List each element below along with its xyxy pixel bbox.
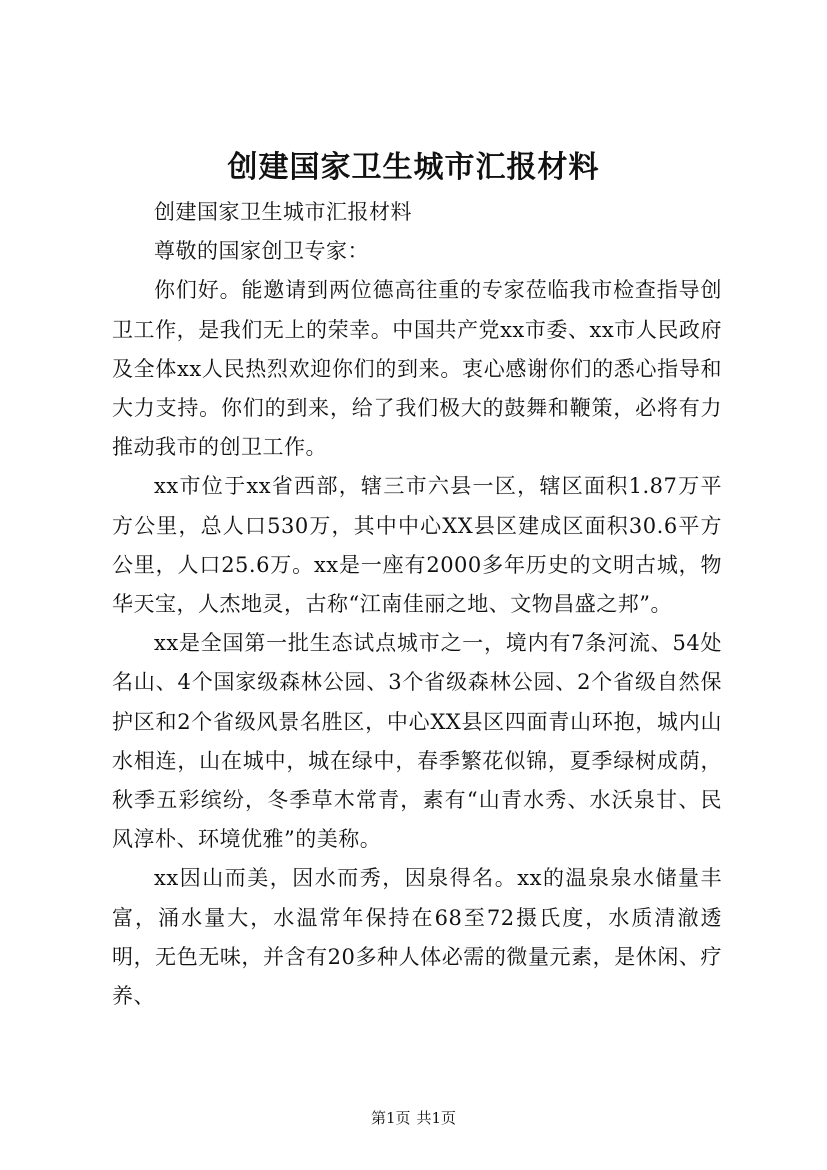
paragraph-ecology: xx是全国第一批生态试点城市之一，境内有7条河流、54处名山、4个国家级森林公园、3个省级森林公园、2个省级自然保护区和2个省级风景名胜区，中心XX县区四面青山环抱，城内山水相连，山在城中，城在绿中，春季繁花似锦，夏季绿树成荫，秋季五彩缤纷，冬季草木常青，素有“山青水秀、水沃泉甘、民风淳朴、环境优雅”的美称。 <box>112 631 722 852</box>
paragraph-city-overview: xx市位于xx省西部，辖三市六县一区，辖区面积1.87万平方公里，总人口530万，其中中心XX县区建成区面积30.6平方公里，人口25.6万。xx是一座有2000多年历史的文明古城，物华天宝，人杰地灵，古称“江南佳丽之地、文物昌盛之邦”。 <box>112 474 722 617</box>
document-body <box>112 193 722 1016</box>
page-footer <box>0 1107 827 1129</box>
page-number: 第1页 <box>370 1109 411 1127</box>
paragraph-hot-springs: xx因山而美，因水而秀，因泉得名。xx的温泉泉水储量丰富，涌水量大，水温常年保持在68至72摄氏度，水质清澈透明，无色无味，并含有20多种人体必需的微量元素，是休闲、疗养、 <box>112 866 722 1009</box>
page-total: 共1页 <box>416 1109 457 1127</box>
paragraph-salutation: 尊敬的国家创卫专家： <box>154 239 369 264</box>
paragraph-subtitle: 创建国家卫生城市汇报材料 <box>154 200 412 224</box>
document-title: 创建国家卫生城市汇报材料 <box>227 150 600 185</box>
paragraph-greeting: 你们好。能邀请到两位德高往重的专家莅临我市检查指导创卫工作，是我们无上的荣幸。中国共产党xx市委、xx市人民政府及全体xx人民热烈欢迎你们的到来。衷心感谢你们的悉心指导和大力支持。你们的到来，给了我们极大的鼓舞和鞭策，必将有力推动我市的创卫工作。 <box>112 278 722 460</box>
